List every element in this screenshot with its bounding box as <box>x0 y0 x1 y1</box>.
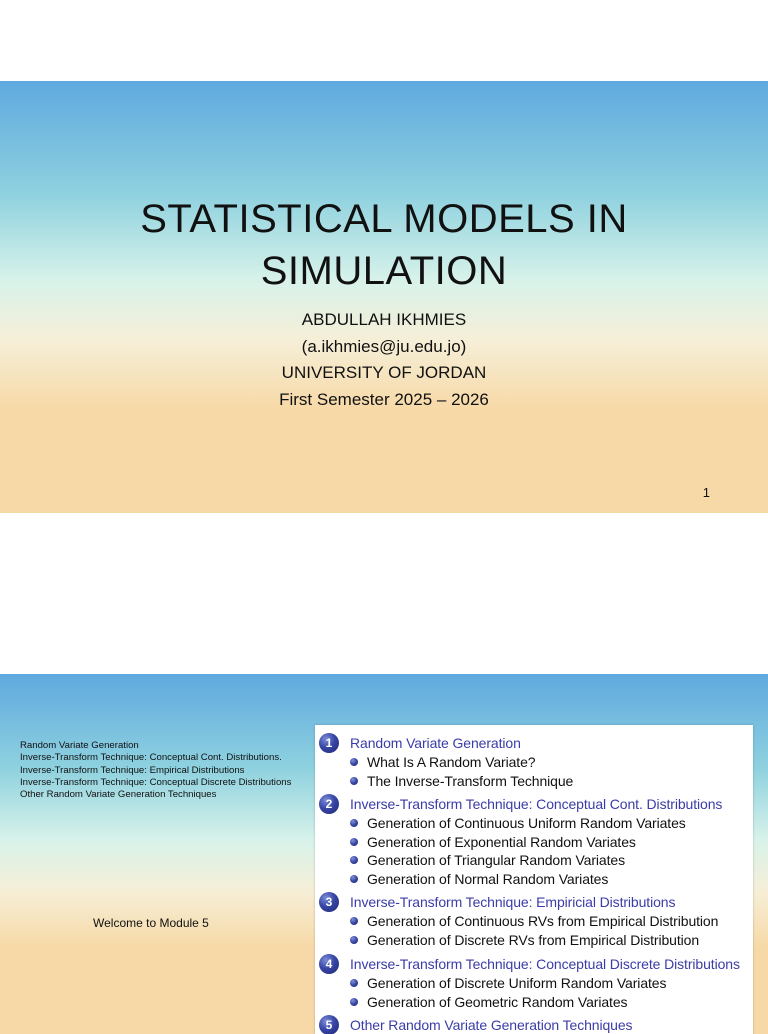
outline-line: Inverse-Transform Technique: Conceptual Cont. Distributions. <box>20 752 282 764</box>
author-email: (a.ikhmies@ju.edu.jo) <box>301 336 467 356</box>
item-label: Generation of Normal Random Variates <box>367 870 609 887</box>
toc-item <box>319 772 751 791</box>
outline-slide <box>0 674 768 1034</box>
bullet-icon <box>350 979 358 987</box>
slide-number: 1 <box>702 485 710 500</box>
toc-item <box>319 833 751 852</box>
toc-item <box>319 993 751 1012</box>
item-label: Generation of Geometric Random Variates <box>367 993 628 1010</box>
section-title: Other Random Variate Generation Techniques <box>350 1017 633 1033</box>
section-title: Inverse-Transform Technique: Conceptual Cont. Distributions <box>350 796 723 812</box>
bullet-icon <box>350 758 358 766</box>
title-slide <box>0 81 768 513</box>
bullet-icon <box>350 856 358 864</box>
section-number-badge: 4 <box>319 954 339 974</box>
item-label: Generation of Triangular Random Variates <box>367 852 625 869</box>
item-label: Generation of Continuous Uniform Random Variates <box>367 815 686 832</box>
title-line: STATISTICAL MODELS IN <box>140 197 628 241</box>
outline-line: Other Random Variate Generation Techniques <box>20 789 217 801</box>
section-number-badge: 5 <box>319 1015 339 1034</box>
section-number-badge: 3 <box>319 892 339 912</box>
section-title: Inverse-Transform Technique: Empiricial Distributions <box>350 894 676 910</box>
bullet-icon <box>350 917 358 925</box>
toc-section-4 <box>319 954 751 1011</box>
item-label: Generation of Discrete Uniform Random Variates <box>367 975 667 992</box>
toc-item <box>319 753 751 772</box>
item-label: Generation of Exponential Random Variates <box>367 833 636 850</box>
toc-item <box>319 870 751 889</box>
item-label: Generation of Continuous RVs from Empirical Distribution <box>367 913 719 930</box>
toc-item <box>319 912 751 931</box>
toc-section-3 <box>319 892 751 949</box>
bullet-icon <box>350 875 358 883</box>
outline-line: Random Variate Generation <box>20 740 139 751</box>
author-name: ABDULLAH IKHMIES <box>301 310 467 329</box>
slide-subtitle <box>0 307 768 413</box>
outline-line: Inverse-Transform Technique: Conceptual Discrete Distributions <box>20 776 292 788</box>
section-title: Random Variate Generation <box>350 735 521 751</box>
toc-item <box>319 814 751 833</box>
table-of-contents <box>315 725 753 1034</box>
toc-section-5 <box>319 1015 751 1034</box>
bullet-icon <box>350 936 358 944</box>
bullet-icon <box>350 819 358 827</box>
section-number-badge: 2 <box>319 794 339 814</box>
section-number-badge: 1 <box>319 733 339 753</box>
toc-section-1 <box>319 733 751 790</box>
bullet-icon <box>350 998 358 1006</box>
toc-item <box>319 931 751 950</box>
title-line: SIMULATION <box>260 249 508 293</box>
outline-line: Inverse-Transform Technique: Empirical Distributions <box>20 764 245 776</box>
semester-label: First Semester 2025 – 2026 <box>279 389 489 409</box>
bullet-icon <box>350 838 358 846</box>
item-label: Generation of Discrete RVs from Empirical Distribution <box>367 931 700 948</box>
bullet-icon <box>350 777 358 785</box>
toc-item <box>319 974 751 993</box>
welcome-text: Welcome to Module 5 <box>93 916 209 930</box>
item-label: The Inverse-Transform Technique <box>367 772 574 789</box>
slide-title <box>0 193 768 297</box>
university-name: UNIVERSITY OF JORDAN <box>281 363 487 382</box>
toc-item <box>319 851 751 870</box>
item-label: What Is A Random Variate? <box>367 754 536 771</box>
section-title: Inverse-Transform Technique: Conceptual Discrete Distributions <box>350 956 740 972</box>
outline-text <box>20 740 291 801</box>
toc-section-2 <box>319 794 751 888</box>
